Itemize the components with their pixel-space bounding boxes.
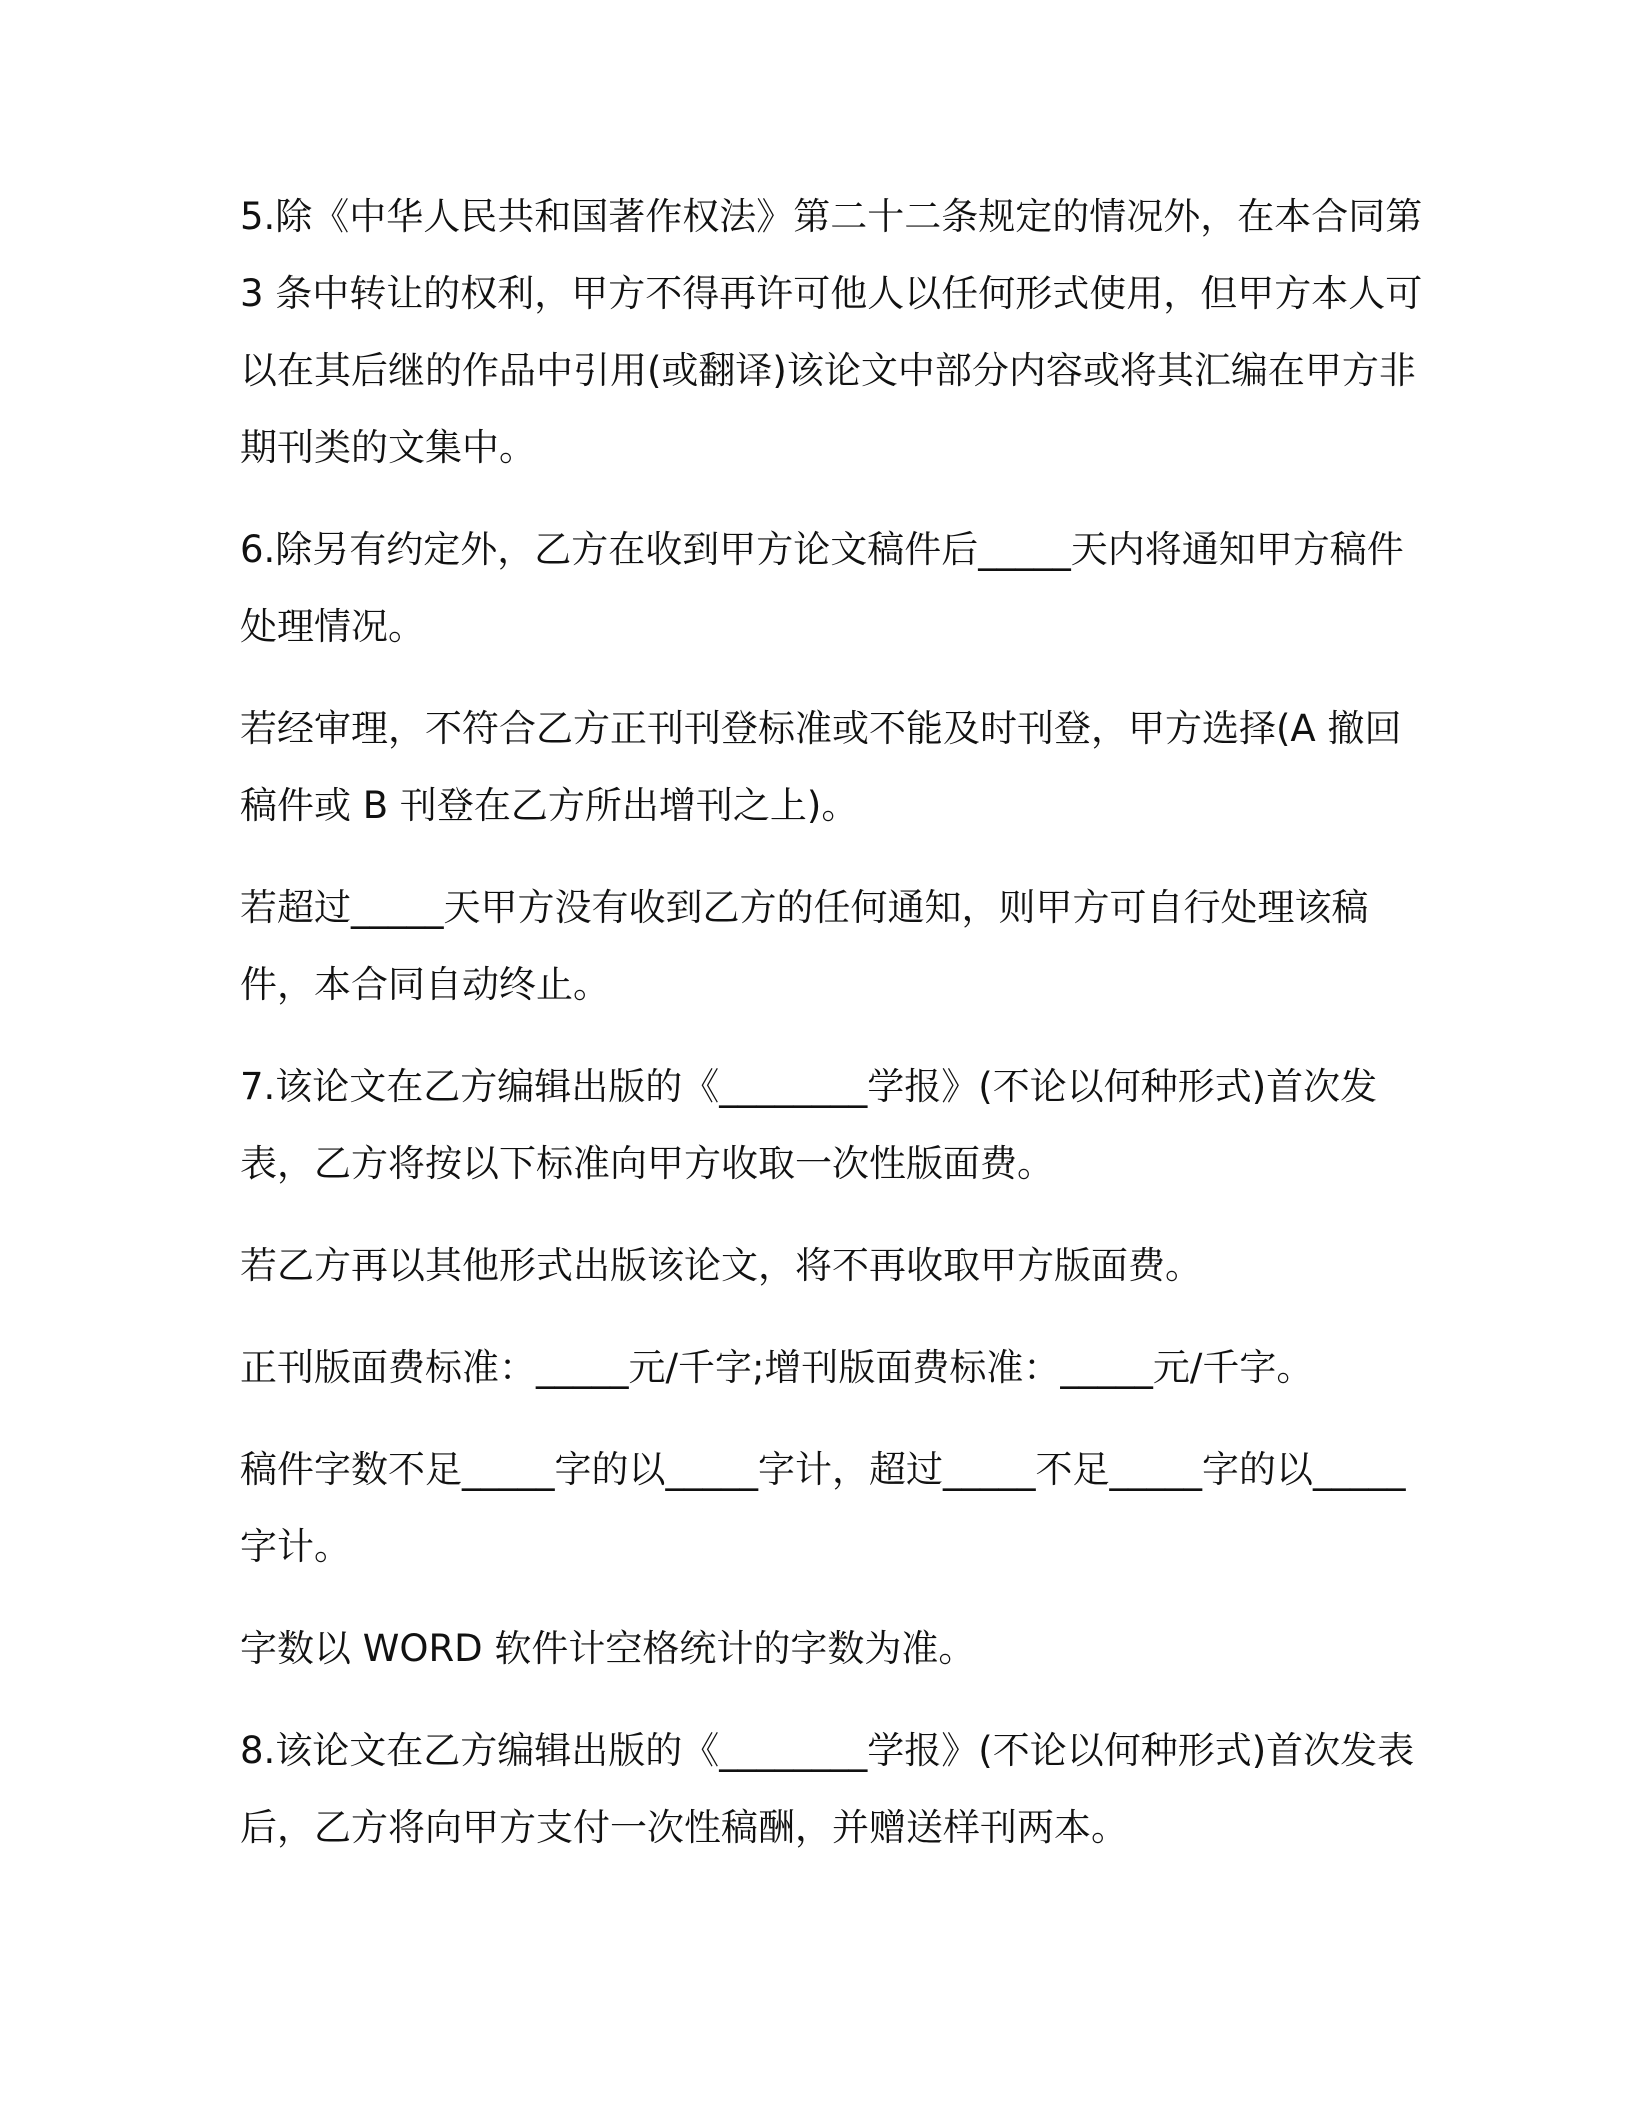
review-option-paragraph: 若经审理，不符合乙方正刊刊登标准或不能及时刊登，甲方选择(A 撤回稿件或 B 刊登在乙方所出增刊之上)。 xyxy=(240,707,1402,827)
clause-5-paragraph: 5.除《中华人民共和国著作权法》第二十二条规定的情况外，在本合同第 3 条中转让的权利，甲方不得再许可他人以任何形式使用，但甲方本人可以在其后继的作品中引用(或翻译)该论文中部分内容或将其汇编在甲方非期刊类的文集中。 xyxy=(240,195,1423,469)
timeout-paragraph: 若超过_____天甲方没有收到乙方的任何通知，则甲方可自行处理该稿件，本合同自动终止。 xyxy=(240,886,1369,1006)
clause-8-paragraph: 8.该论文在乙方编辑出版的《________学报》(不论以何种形式)首次发表后，乙方将向甲方支付一次性稿酬，并赠送样刊两本。 xyxy=(240,1729,1415,1849)
fee-standard-paragraph: 正刊版面费标准：_____元/千字;增刊版面费标准：_____元/千字。 xyxy=(240,1346,1314,1389)
clause-6-paragraph: 6.除另有约定外，乙方在收到甲方论文稿件后_____天内将通知甲方稿件处理情况。 xyxy=(240,528,1404,648)
other-form-paragraph: 若乙方再以其他形式出版该论文，将不再收取甲方版面费。 xyxy=(240,1244,1202,1287)
word-count-rule-paragraph: 稿件字数不足_____字的以_____字计，超过_____不足_____字的以_____字计。 xyxy=(240,1448,1406,1568)
word-count-basis-paragraph: 字数以 WORD 软件计空格统计的字数为准。 xyxy=(240,1627,976,1670)
clause-7-paragraph: 7.该论文在乙方编辑出版的《________学报》(不论以何种形式)首次发表，乙方将按以下标准向甲方收取一次性版面费。 xyxy=(240,1065,1378,1185)
